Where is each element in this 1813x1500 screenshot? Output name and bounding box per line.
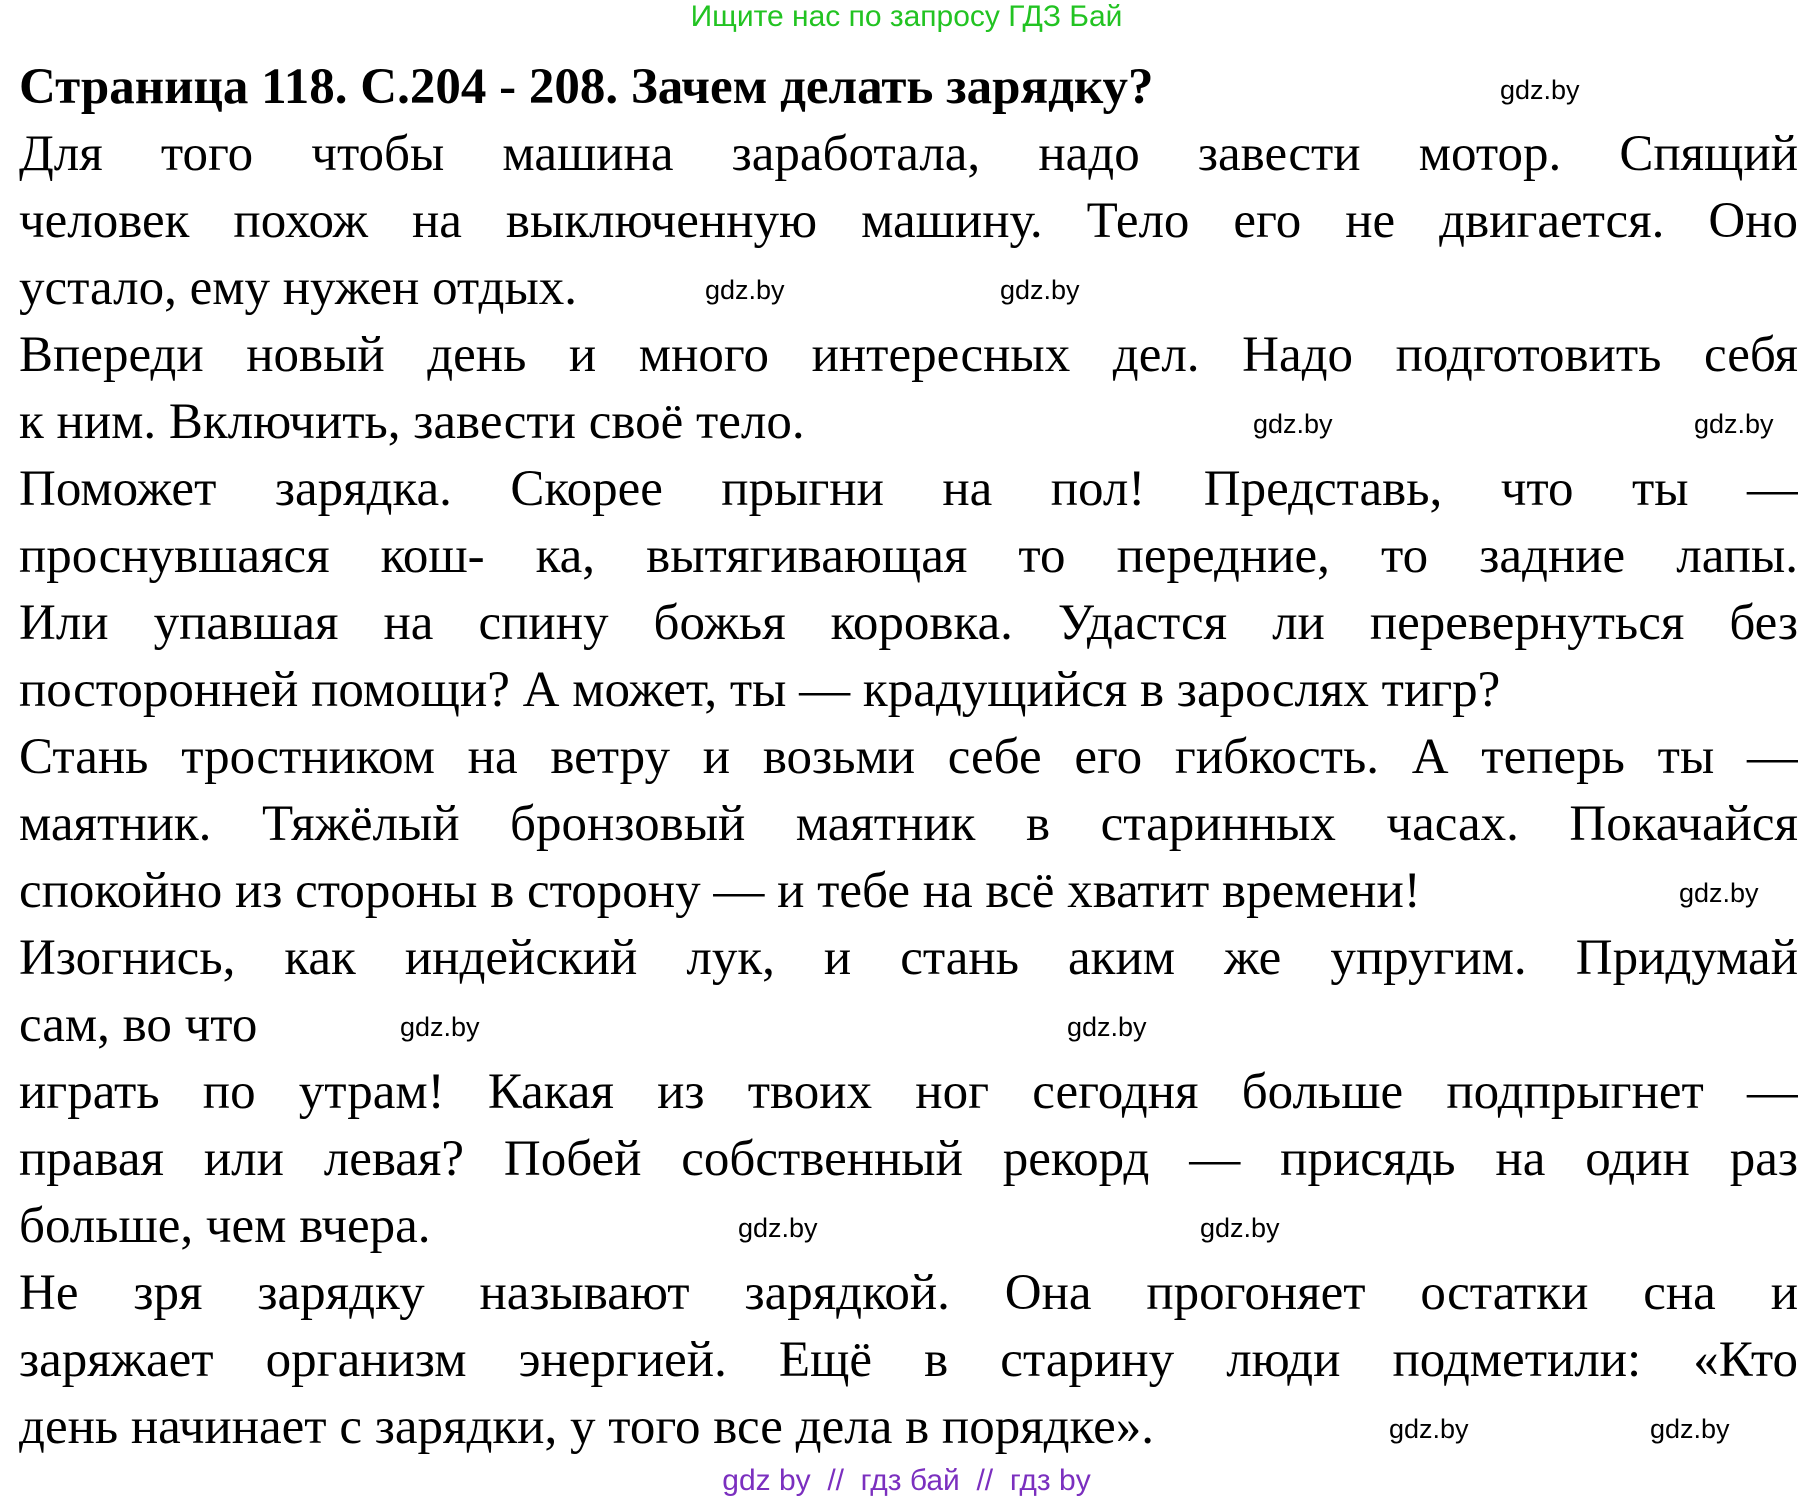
watermark: gdz.by <box>738 1213 818 1243</box>
promo-banner: Ищите нас по запросу ГДЗ Бай <box>690 0 1123 33</box>
watermark: gdz.by <box>1694 409 1774 439</box>
watermark: gdz.by <box>1000 275 1080 305</box>
watermark: gdz.by <box>1650 1414 1730 1444</box>
text-line: Стань тростником на ветру и возьми себе его гибкость. А теперь ты — <box>19 729 1798 785</box>
watermark: gdz.by <box>1200 1213 1280 1243</box>
watermark: gdz.by <box>1067 1012 1147 1042</box>
watermark: gdz.by <box>400 1012 480 1042</box>
text-line: сам, во что <box>19 997 258 1053</box>
text-line: человек похож на выключенную машину. Тело его не двигается. Оно <box>19 193 1798 249</box>
watermark: gdz.by <box>1253 409 1333 439</box>
footer-watermark: gdz by // гдз бай // гдз by <box>722 1464 1091 1497</box>
text-line: Впереди новый день и много интересных дел. Надо подготовить себя <box>19 327 1798 383</box>
watermark: gdz.by <box>1500 75 1580 105</box>
text-line: Изогнись, как индейский лук, и стань аким же упругим. Придумай <box>19 930 1798 986</box>
watermark: gdz.by <box>705 275 785 305</box>
text-line: Поможет зарядка. Скорее прыгни на пол! Представь, что ты — <box>19 461 1798 517</box>
watermark: gdz.by <box>1679 878 1759 908</box>
document-body <box>19 54 1798 1461</box>
text-line: Или упавшая на спину божья коровка. Удастся ли перевернуться без <box>19 595 1798 651</box>
text-line: устало, ему нужен отдых. <box>19 260 578 316</box>
text-line: правая или левая? Побей собственный рекорд — присядь на один раз <box>19 1131 1798 1187</box>
text-line: заряжает организм энергией. Ещё в старину люди подметили: «Кто <box>19 1332 1798 1388</box>
text-line: к ним. Включить, завести своё тело. <box>19 394 805 450</box>
watermark: gdz.by <box>1389 1414 1469 1444</box>
text-line: маятник. Тяжёлый бронзовый маятник в старинных часах. Покачайся <box>19 796 1798 852</box>
text-line: Не зря зарядку называют зарядкой. Она прогоняет остатки сна и <box>19 1265 1798 1321</box>
text-line: Для того чтобы машина заработала, надо завести мотор. Спящий <box>19 126 1798 182</box>
text-line: день начинает с зарядки, у того все дела в порядке». <box>19 1399 1154 1455</box>
text-line: играть по утрам! Какая из твоих ног сегодня больше подпрыгнет — <box>19 1064 1798 1120</box>
text-line: спокойно из стороны в сторону — и тебе на всё хватит времени! <box>19 863 1421 919</box>
text-line: больше, чем вчера. <box>19 1198 431 1254</box>
text-line: посторонней помощи? А может, ты — крадущийся в зарослях тигр? <box>19 662 1501 718</box>
page-title: Страница 118. С.204 - 208. Зачем делать зарядку? <box>19 59 1154 115</box>
text-line: проснувшаяся кош- ка, вытягивающая то передние, то задние лапы. <box>19 528 1798 584</box>
